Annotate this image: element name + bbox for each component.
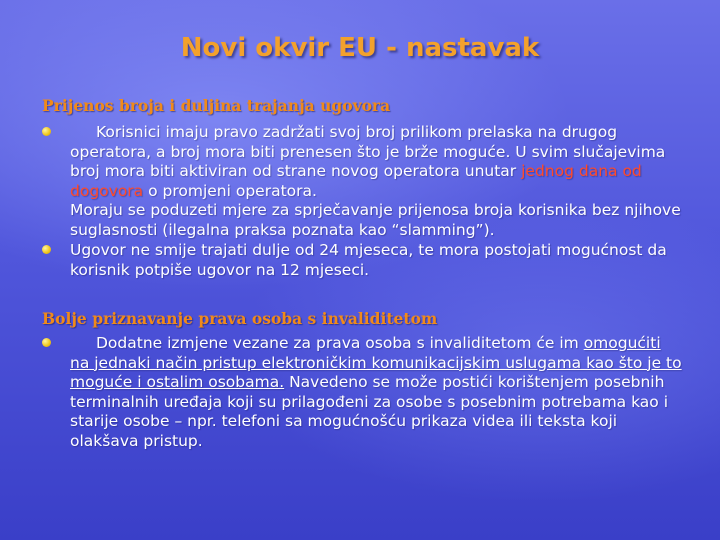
- list-item: [42, 334, 682, 451]
- list-item: [42, 241, 682, 280]
- bullet-text-part: Korisnici imaju pravo zadržati svoj broj prilikom prelaska na drugog operatora, a broj mora biti prenesen što je brže moguće. U svim slučajevima broj mora biti aktiviran od strane novog operatora unutar: [70, 123, 666, 180]
- section-heading-number-portability: Prijenos broja i duljina trajanja ugovora: [42, 96, 391, 115]
- bullet-text-part: Dodatne izmjene vezane za prava osoba s invaliditetom će im: [96, 334, 584, 352]
- bullet-icon: [42, 127, 51, 136]
- bullet-text: Ugovor ne smije trajati dulje od 24 mjeseca, te mora postojati mogućnost da korisnik potpiše ugovor na 12 mjeseci.: [70, 241, 667, 279]
- bullet-text: [70, 123, 682, 240]
- bullet-text-part: Moraju se poduzeti mjere za sprječavanje prijenosa broja korisnika bez njihove suglasnosti (ilegalna praksa poznata kao “slamming”).: [70, 201, 681, 239]
- bullet-text-part: Navedeno se može postići korištenjem posebnih terminalnih uređaja koji su prilagođeni za osobe s posebnim potrebama kao i starije osobe – npr. telefoni sa mogućnošću prikaza videa ili teksta koji olakšava pristup.: [70, 373, 669, 450]
- slide-title: Novi okvir EU - nastavak: [180, 33, 540, 63]
- bullet-icon: [42, 338, 51, 347]
- list-item: [42, 123, 682, 240]
- highlighted-text: jednog dana od dogovora: [70, 162, 642, 200]
- section-heading-disability-rights: Bolje priznavanje prava osoba s invaliditetom: [42, 309, 438, 328]
- bullet-icon: [42, 245, 51, 254]
- bullet-text-part: o promjeni operatora.: [143, 181, 317, 200]
- bullet-text: [70, 334, 682, 451]
- underlined-text: omogućiti na jednaki način pristup elektroničkim komunikacijskim uslugama kao što je to moguće i ostalim osobama.: [70, 334, 682, 391]
